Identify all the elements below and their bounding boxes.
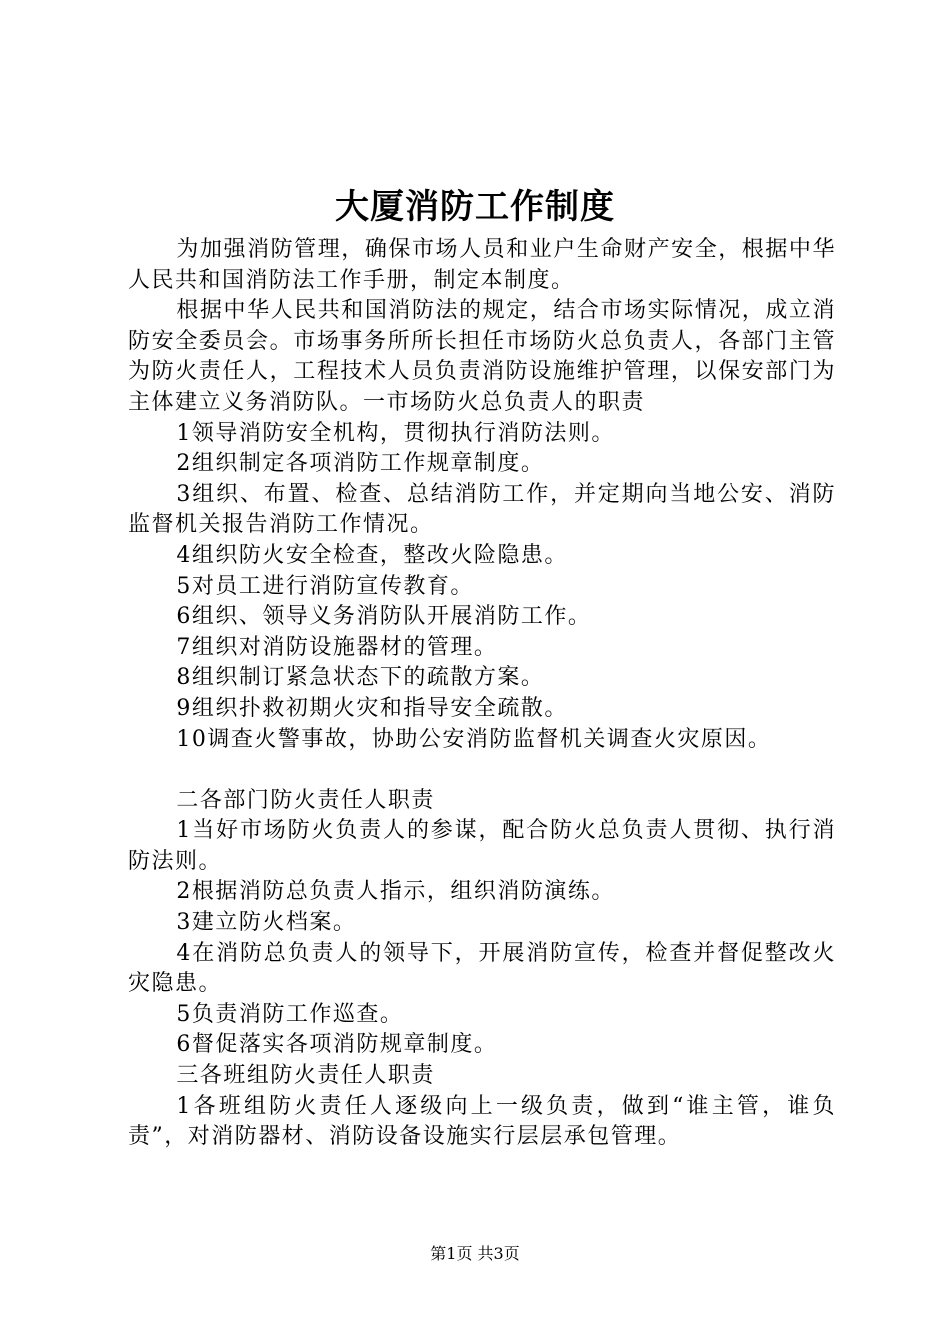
list-item: 6组织、领导义务消防队开展消防工作。 [176, 604, 592, 630]
section-heading: 二各部门防火责任人职责 [176, 787, 435, 813]
list-item: 9组织扑救初期火灾和指导安全疏散。 [176, 695, 568, 721]
list-item: 4组织防火安全检查，整改火险隐患。 [176, 542, 568, 568]
section-heading: 三各班组防火责任人职责 [176, 1063, 435, 1089]
list-item: 3组织、布置、检查、总结消防工作，并定期向当地公安、消防监督机关报告消防工作情况。 [128, 481, 836, 538]
document-body [128, 235, 836, 1153]
list-item: 5负责消防工作巡查。 [176, 1001, 404, 1027]
list-item: 10调查火警事故，协助公安消防监督机关调查火灾原因。 [176, 726, 772, 752]
list-item: 3建立防火档案。 [176, 910, 357, 936]
paragraph-committee: 根据中华人民共和国消防法的规定，结合市场实际情况，成立消防安全委员会。市场事务所所长担任市场防火总负责人，各部门主管为防火责任人，工程技术人员负责消防设施维护管理，以保安部门为主体建立义务消防队。一市场防火总负责人的职责 [128, 298, 836, 415]
list-item: 1当好市场防火负责人的参谋，配合防火总负责人贯彻、执行消防法则。 [128, 818, 836, 874]
list-item: 5对员工进行消防宣传教育。 [176, 573, 474, 599]
document-title: 大厦消防工作制度 [335, 187, 615, 227]
list-item: 7组织对消防设施器材的管理。 [176, 634, 498, 660]
list-item: 1领导消防安全机构，贯彻执行消防法则。 [176, 420, 615, 446]
list-item: 1各班组防火责任人逐级向上一级负责，做到“谁主管，谁负责”，对消防器材、消防设备设施实行层层承包管理。 [128, 1093, 836, 1150]
list-item: 4在消防总负责人的领导下，开展消防宣传，检查并督促整改火灾隐患。 [128, 940, 836, 997]
list-item: 2根据消防总负责人指示，组织消防演练。 [176, 879, 615, 905]
list-item: 6督促落实各项消防规章制度。 [176, 1032, 498, 1058]
list-item: 8组织制订紧急状态下的疏散方案。 [176, 665, 545, 691]
paragraph-intro: 为加强消防管理，确保市场人员和业户生命财产安全，根据中华人民共和国消防法工作手册，制定本制度。 [128, 237, 836, 293]
page-footer: 第1页 共3页 [430, 1244, 520, 1263]
list-item: 2组织制定各项消防工作规章制度。 [176, 451, 545, 477]
